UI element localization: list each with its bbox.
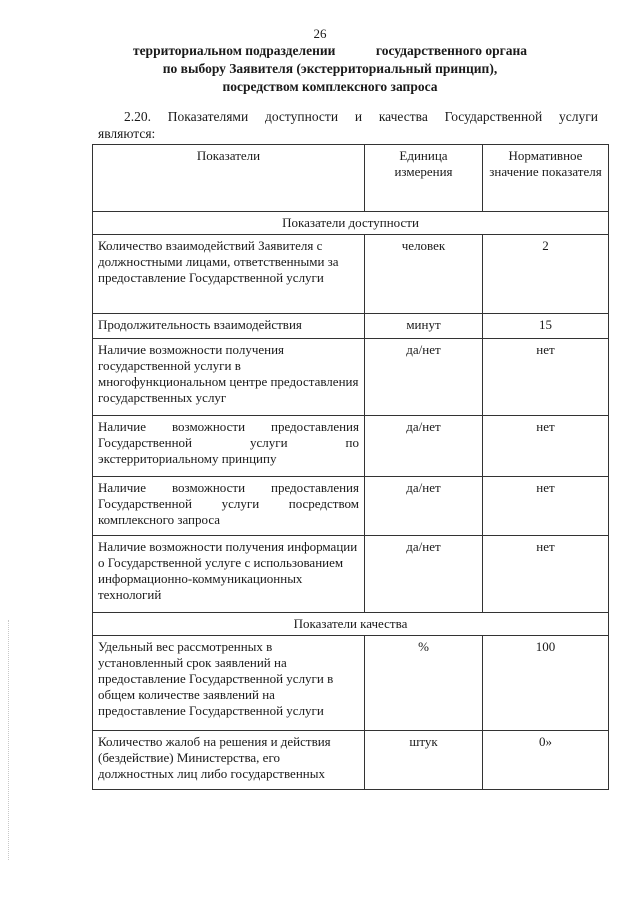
indicator-name: Наличие возможности предоставления Государственной услуги посредством комплексного запроса (93, 477, 365, 536)
indicator-unit: да/нет (365, 536, 483, 613)
table-row (93, 477, 609, 536)
table-row (93, 339, 609, 416)
indicator-name: Наличие возможности получения информации о Государственной услуге с использованием информационно-коммуникационных технологий (93, 536, 365, 613)
indicator-value: нет (483, 416, 609, 477)
table-row (93, 416, 609, 477)
intro-line-2: являются: (98, 126, 156, 141)
indicator-value: нет (483, 477, 609, 536)
header-unit: Единица измерения (365, 145, 483, 212)
table-row (93, 636, 609, 731)
table-header-row (93, 145, 609, 212)
indicator-value: 2 (483, 235, 609, 314)
section-row-accessibility (93, 212, 609, 235)
section-row-quality (93, 613, 609, 636)
indicator-unit: да/нет (365, 339, 483, 416)
indicator-name: Наличие возможности предоставления Государственной услуги по экстерриториальному принципу (93, 416, 365, 477)
indicator-unit: да/нет (365, 416, 483, 477)
page-number: 26 (313, 26, 327, 41)
section-heading (90, 42, 570, 96)
indicator-unit: минут (365, 314, 483, 339)
intro-line-1: 2.20. Показателями доступности и качества Государственной услуги (124, 109, 598, 124)
indicator-name: Наличие возможности получения государственной услуги в многофункциональном центре предоставления государственных услуг (93, 339, 365, 416)
indicators-table (92, 144, 609, 790)
indicator-name: Количество взаимодействий Заявителя с должностными лицами, ответственными за предоставление Государственной услуги (93, 235, 365, 314)
indicator-value: нет (483, 536, 609, 613)
indicator-unit: % (365, 636, 483, 731)
intro-paragraph (98, 108, 598, 142)
indicator-name: Количество жалоб на решения и действия (бездействие) Министерства, его должностных лиц либо государственных (93, 731, 365, 790)
indicator-value: нет (483, 339, 609, 416)
indicator-unit: человек (365, 235, 483, 314)
indicator-unit: да/нет (365, 477, 483, 536)
table-row (93, 731, 609, 790)
table-row (93, 314, 609, 339)
header-indicator: Показатели (93, 145, 365, 212)
indicator-unit: штук (365, 731, 483, 790)
indicator-name: Продолжительность взаимодействия (93, 314, 365, 339)
heading-line-2: по выбору Заявителя (экстерриториальный принцип), (162, 61, 498, 76)
indicator-value: 100 (483, 636, 609, 731)
indicator-value: 15 (483, 314, 609, 339)
table-row (93, 235, 609, 314)
indicator-value: 0» (483, 731, 609, 790)
scan-edge-marks (8, 620, 11, 860)
section-title: Показатели качества (93, 613, 609, 636)
heading-line-3: посредством комплексного запроса (222, 79, 438, 94)
heading-line-1: территориальном подразделении государственного органа (132, 43, 528, 58)
section-title: Показатели доступности (93, 212, 609, 235)
table-row (93, 536, 609, 613)
header-norm: Нормативное значение показателя (483, 145, 609, 212)
indicator-name: Удельный вес рассмотренных в установленный срок заявлений на предоставление Государственной услуги в общем количестве заявлений на предоставление Государственной услуги (93, 636, 365, 731)
